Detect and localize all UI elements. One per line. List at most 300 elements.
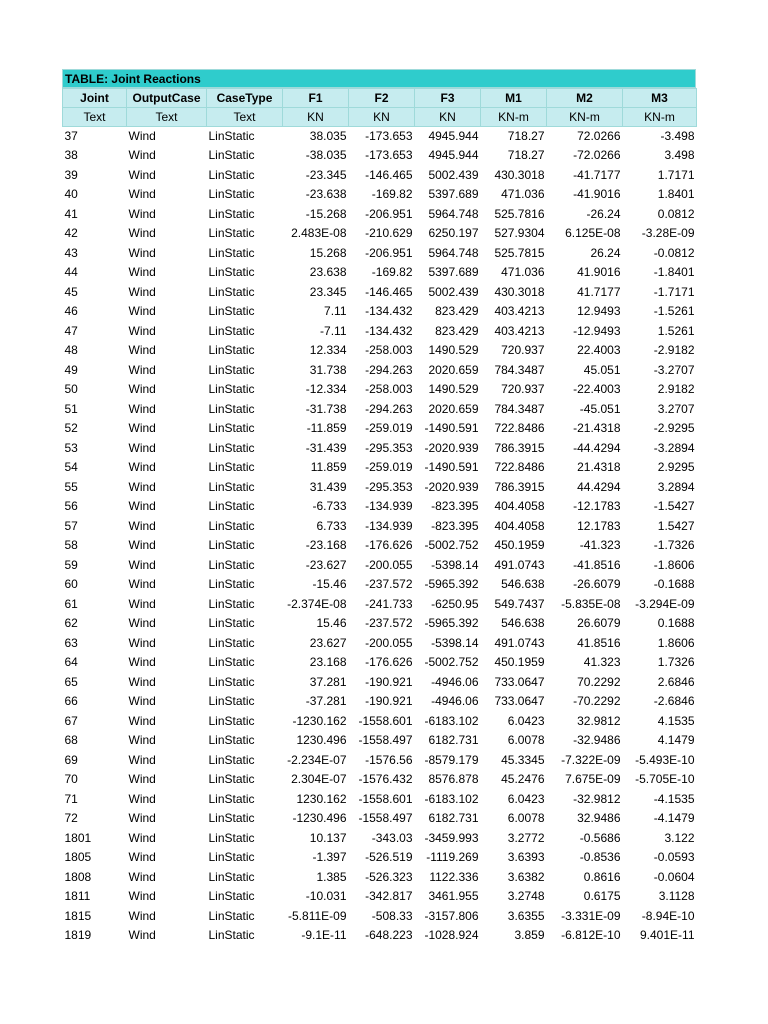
f3-cell: -6183.102 (424, 713, 479, 728)
output-case-cell: Wind (128, 479, 156, 494)
m1-cell: 722.8486 (494, 460, 545, 475)
joint-cell: 42 (64, 226, 78, 241)
m2-cell: -72.0266 (573, 148, 621, 163)
f1-cell: -11.859 (306, 421, 347, 436)
case-type-cell: LinStatic (208, 869, 255, 884)
m1-cell: 3.6355 (507, 908, 545, 923)
f2-cell: -176.626 (365, 655, 413, 670)
f1-cell: -31.439 (305, 440, 347, 455)
case-type-cell: LinStatic (208, 772, 255, 787)
table-row (63, 926, 697, 946)
table-row (63, 770, 697, 790)
output-case-cell: Wind (128, 616, 156, 631)
joint-cell: 59 (64, 557, 78, 572)
f2-cell: -200.055 (365, 635, 413, 650)
m1-cell: 3.6382 (507, 869, 545, 884)
f2-cell: -294.263 (365, 401, 413, 416)
output-case-cell: Wind (128, 577, 156, 592)
case-type-cell: LinStatic (208, 596, 255, 611)
m1-cell: 6.0423 (507, 713, 545, 728)
f3-cell: 823.429 (435, 323, 479, 338)
f3-cell: 5397.689 (428, 187, 479, 202)
joint-cell: 39 (64, 167, 78, 182)
case-type-cell: LinStatic (208, 265, 255, 280)
table-row (63, 263, 697, 283)
table-row (63, 673, 697, 693)
case-type-cell: LinStatic (208, 908, 255, 923)
m2-cell: -21.4318 (573, 421, 621, 436)
joint-cell: 41 (64, 206, 78, 221)
table-row (63, 302, 697, 322)
unit-m3: KN-m (623, 108, 697, 127)
f3-cell: -4946.06 (431, 674, 479, 689)
m2-cell: -26.6079 (573, 577, 621, 592)
m3-cell: -1.5427 (653, 499, 695, 514)
table-row (63, 517, 697, 537)
column-header-m1: M1 (481, 89, 547, 108)
table-row (63, 224, 697, 244)
joint-cell: 48 (64, 343, 78, 358)
m2-cell: 7.675E-09 (565, 772, 621, 787)
f1-cell: 2.483E-08 (291, 226, 347, 241)
f2-cell: -176.626 (365, 538, 413, 553)
m3-cell: -3.498 (660, 129, 695, 143)
f2-cell: -526.519 (365, 850, 413, 865)
f1-cell: -1230.162 (292, 713, 347, 728)
joint-cell: 55 (64, 479, 78, 494)
f1-cell: 7.11 (324, 304, 347, 319)
table-row (63, 497, 697, 517)
m2-cell: 41.7177 (577, 284, 621, 299)
column-header-joint: Joint (63, 89, 127, 108)
f1-cell: -1230.496 (292, 811, 347, 826)
m1-cell: 471.036 (501, 265, 545, 280)
f2-cell: -258.003 (365, 382, 413, 397)
m1-cell: 525.7815 (494, 245, 545, 260)
f3-cell: -6250.95 (431, 596, 479, 611)
m3-cell: 1.7171 (657, 167, 695, 182)
f2-cell: -295.353 (365, 479, 413, 494)
table-row (63, 614, 697, 634)
output-case-cell: Wind (128, 460, 156, 475)
f1-cell: 1230.162 (296, 791, 347, 806)
case-type-cell: LinStatic (208, 206, 255, 221)
f1-cell: -23.638 (305, 187, 347, 202)
output-case-cell: Wind (128, 362, 156, 377)
m3-cell: 3.1128 (658, 889, 695, 904)
m1-cell: 45.3345 (501, 752, 545, 767)
m2-cell: 32.9812 (577, 713, 621, 728)
joint-cell: 60 (64, 577, 78, 592)
m3-cell: -0.1688 (653, 577, 695, 592)
m3-cell: 0.1688 (657, 616, 695, 631)
column-header-casetype: CaseType (207, 89, 283, 108)
unit-casetype: Text (207, 108, 283, 127)
m1-cell: 404.4058 (494, 499, 545, 514)
joint-cell: 38 (64, 148, 78, 163)
case-type-cell: LinStatic (208, 245, 255, 260)
case-type-cell: LinStatic (208, 284, 255, 299)
f3-cell: -1490.591 (424, 460, 479, 475)
m1-cell: 786.3915 (494, 440, 545, 455)
table-row (63, 790, 697, 810)
joint-cell: 61 (64, 596, 78, 611)
m3-cell: -1.7326 (653, 538, 695, 553)
column-header-f3: F3 (415, 89, 481, 108)
m1-cell: 6.0078 (507, 733, 545, 748)
output-case-cell: Wind (128, 323, 156, 338)
f2-cell: -173.653 (365, 148, 413, 163)
m3-cell: 1.8401 (657, 187, 695, 202)
m1-cell: 784.3487 (494, 362, 545, 377)
m2-cell: 26.24 (590, 245, 621, 260)
table-row (63, 205, 697, 225)
output-case-cell: Wind (128, 304, 156, 319)
table-row (63, 341, 697, 361)
m2-cell: -0.5686 (579, 830, 621, 845)
f2-cell: -190.921 (365, 694, 413, 709)
m3-cell: 3.2707 (657, 401, 695, 416)
m1-cell: 3.2748 (507, 889, 545, 904)
output-case-cell: Wind (128, 421, 156, 436)
m3-cell: 4.1479 (657, 733, 695, 748)
joint-cell: 44 (64, 265, 78, 280)
m3-cell: 3.2894 (657, 479, 695, 494)
case-type-cell: LinStatic (208, 674, 255, 689)
joint-cell: 66 (64, 694, 78, 709)
f3-cell: -5965.392 (424, 616, 479, 631)
f1-cell: 11.859 (310, 460, 347, 475)
m2-cell: -6.812E-10 (561, 928, 621, 943)
m3-cell: 9.401E-11 (640, 928, 695, 943)
table-row (63, 283, 697, 303)
output-case-cell: Wind (128, 245, 156, 260)
f3-cell: 6182.731 (428, 811, 479, 826)
f2-cell: -190.921 (365, 674, 413, 689)
table-title: TABLE: Joint Reactions (62, 69, 696, 88)
m1-cell: 450.1959 (494, 655, 545, 670)
m3-cell: -3.294E-09 (635, 596, 695, 611)
f1-cell: -1.397 (312, 850, 347, 865)
table-row (63, 244, 697, 264)
column-header-f1: F1 (283, 89, 349, 108)
f3-cell: 4945.944 (428, 129, 479, 143)
joint-cell: 64 (64, 655, 78, 670)
f2-cell: -1576.432 (358, 772, 413, 787)
f2-cell: -343.03 (371, 830, 413, 845)
case-type-cell: LinStatic (208, 577, 255, 592)
output-case-cell: Wind (128, 889, 156, 904)
table-row (63, 536, 697, 556)
m1-cell: 3.6393 (507, 850, 545, 865)
m1-cell: 3.859 (514, 928, 545, 943)
m3-cell: -0.0812 (653, 245, 695, 260)
table-row (63, 575, 697, 595)
joint-cell: 62 (64, 616, 78, 631)
table-row (63, 868, 697, 888)
m2-cell: -41.9016 (573, 187, 621, 202)
unit-joint: Text (63, 108, 127, 127)
case-type-cell: LinStatic (208, 421, 255, 436)
m1-cell: 718.27 (507, 129, 545, 143)
f2-cell: -173.653 (365, 129, 413, 143)
joint-cell: 68 (64, 733, 78, 748)
m2-cell: -5.835E-08 (561, 596, 621, 611)
m1-cell: 720.937 (501, 382, 545, 397)
output-case-cell: Wind (128, 265, 156, 280)
joint-cell: 65 (64, 674, 78, 689)
output-case-cell: Wind (128, 129, 156, 143)
m1-cell: 546.638 (501, 577, 545, 592)
m2-cell: -45.051 (579, 401, 621, 416)
case-type-cell: LinStatic (208, 187, 255, 202)
f2-cell: -134.939 (365, 499, 413, 514)
f3-cell: -5002.752 (424, 655, 479, 670)
case-type-cell: LinStatic (208, 733, 255, 748)
f1-cell: -6.733 (312, 499, 347, 514)
f3-cell: -1490.591 (424, 421, 479, 436)
output-case-cell: Wind (128, 538, 156, 553)
joint-cell: 53 (64, 440, 78, 455)
m1-cell: 722.8486 (494, 421, 545, 436)
joint-reactions-sheet (62, 69, 696, 946)
case-type-cell: LinStatic (208, 343, 255, 358)
output-case-cell: Wind (128, 674, 156, 689)
f2-cell: -508.33 (371, 908, 413, 923)
m2-cell: 41.9016 (577, 265, 621, 280)
output-case-cell: Wind (128, 694, 156, 709)
table-header (63, 89, 697, 127)
table-row (63, 322, 697, 342)
case-type-cell: LinStatic (208, 479, 255, 494)
m3-cell: -1.7171 (653, 284, 695, 299)
f2-cell: -342.817 (365, 889, 413, 904)
table-row (63, 751, 697, 771)
output-case-cell: Wind (128, 752, 156, 767)
m2-cell: -32.9812 (573, 791, 621, 806)
joint-cell: 1815 (64, 908, 92, 923)
joint-cell: 1801 (64, 830, 92, 845)
f2-cell: -259.019 (365, 421, 413, 436)
m1-cell: 450.1959 (494, 538, 545, 553)
case-type-cell: LinStatic (208, 811, 255, 826)
f1-cell: 6.733 (316, 518, 347, 533)
f1-cell: 12.334 (309, 343, 347, 358)
f1-cell: 15.268 (309, 245, 347, 260)
m1-cell: 403.4213 (494, 323, 545, 338)
output-case-cell: Wind (128, 850, 156, 865)
case-type-cell: LinStatic (208, 830, 255, 845)
f1-cell: -31.738 (305, 401, 347, 416)
f3-cell: -5398.14 (431, 635, 479, 650)
f2-cell: -295.353 (365, 440, 413, 455)
f2-cell: -294.263 (365, 362, 413, 377)
m2-cell: 0.8616 (583, 869, 621, 884)
case-type-cell: LinStatic (208, 167, 255, 182)
joint-cell: 1805 (64, 850, 92, 865)
f2-cell: -134.432 (365, 304, 413, 319)
f3-cell: -8579.179 (424, 752, 479, 767)
m2-cell: -22.4003 (573, 382, 621, 397)
f1-cell: 23.345 (309, 284, 347, 299)
m3-cell: 2.6846 (657, 674, 695, 689)
f1-cell: -15.268 (305, 206, 347, 221)
f1-cell: -23.627 (305, 557, 347, 572)
output-case-cell: Wind (128, 206, 156, 221)
unit-f3: KN (415, 108, 481, 127)
table-row (63, 907, 697, 927)
f3-cell: 8576.878 (428, 772, 479, 787)
case-type-cell: LinStatic (208, 382, 255, 397)
f1-cell: -2.234E-07 (287, 752, 347, 767)
m2-cell: -41.7177 (573, 167, 621, 182)
f1-cell: 23.168 (309, 655, 347, 670)
table-row (63, 361, 697, 381)
units-row (63, 108, 697, 127)
output-case-cell: Wind (128, 596, 156, 611)
table-row (63, 809, 697, 829)
output-case-cell: Wind (128, 557, 156, 572)
f2-cell: -237.572 (365, 577, 413, 592)
unit-m2: KN-m (547, 108, 623, 127)
unit-f2: KN (349, 108, 415, 127)
m3-cell: 4.1535 (657, 713, 695, 728)
output-case-cell: Wind (128, 518, 156, 533)
f3-cell: 5964.748 (428, 206, 479, 221)
f3-cell: 5002.439 (428, 167, 479, 182)
table-row (63, 146, 697, 166)
f2-cell: -648.223 (365, 928, 413, 943)
f3-cell: -1028.924 (424, 928, 479, 943)
f2-cell: -1558.497 (358, 811, 413, 826)
f1-cell: 2.304E-07 (291, 772, 347, 787)
f2-cell: -1576.56 (365, 752, 413, 767)
output-case-cell: Wind (128, 226, 156, 241)
table-row (63, 712, 697, 732)
case-type-cell: LinStatic (208, 323, 255, 338)
f3-cell: 1490.529 (428, 382, 479, 397)
f2-cell: -200.055 (365, 557, 413, 572)
m3-cell: -0.0593 (653, 850, 695, 865)
m3-cell: -0.0604 (653, 869, 695, 884)
m3-cell: -4.1479 (653, 811, 695, 826)
f1-cell: -23.345 (305, 167, 347, 182)
m3-cell: -4.1535 (653, 791, 695, 806)
output-case-cell: Wind (128, 772, 156, 787)
f3-cell: -5965.392 (424, 577, 479, 592)
f1-cell: 31.439 (309, 479, 347, 494)
output-case-cell: Wind (128, 869, 156, 884)
table-row (63, 595, 697, 615)
m3-cell: 3.498 (664, 148, 695, 163)
f1-cell: -2.374E-08 (287, 596, 347, 611)
f1-cell: 1.385 (316, 869, 347, 884)
joint-cell: 37 (64, 129, 78, 143)
output-case-cell: Wind (128, 811, 156, 826)
m1-cell: 546.638 (501, 616, 545, 631)
column-header-row (63, 89, 697, 108)
f2-cell: -169.82 (371, 265, 413, 280)
joint-cell: 72 (64, 811, 78, 826)
m3-cell: -3.28E-09 (641, 226, 695, 241)
output-case-cell: Wind (128, 791, 156, 806)
f2-cell: -146.465 (365, 167, 413, 182)
m2-cell: 6.125E-08 (565, 226, 621, 241)
column-header-m3: M3 (623, 89, 697, 108)
m1-cell: 491.0743 (494, 557, 545, 572)
joint-cell: 71 (64, 791, 78, 806)
m2-cell: 12.1783 (577, 518, 621, 533)
output-case-cell: Wind (128, 635, 156, 650)
unit-f1: KN (283, 108, 349, 127)
m1-cell: 430.3018 (494, 167, 545, 182)
case-type-cell: LinStatic (208, 616, 255, 631)
joint-cell: 52 (64, 421, 78, 436)
joint-cell: 46 (64, 304, 78, 319)
joint-cell: 47 (64, 323, 78, 338)
case-type-cell: LinStatic (208, 850, 255, 865)
table-row (63, 439, 697, 459)
joint-cell: 67 (64, 713, 78, 728)
m2-cell: -41.323 (579, 538, 621, 553)
f3-cell: -6183.102 (424, 791, 479, 806)
m3-cell: -1.8401 (653, 265, 695, 280)
case-type-cell: LinStatic (208, 538, 255, 553)
table-row (63, 692, 697, 712)
f3-cell: 5002.439 (428, 284, 479, 299)
f3-cell: -1119.269 (426, 850, 479, 865)
table-row (63, 458, 697, 478)
case-type-cell: LinStatic (208, 791, 255, 806)
table-row (63, 419, 697, 439)
case-type-cell: LinStatic (208, 460, 255, 475)
m2-cell: 44.4294 (577, 479, 621, 494)
table-row (63, 166, 697, 186)
m2-cell: -12.9493 (573, 323, 621, 338)
f1-cell: 1230.496 (296, 733, 347, 748)
table-row (63, 829, 697, 849)
f1-cell: 38.035 (309, 129, 347, 143)
m3-cell: 0.0812 (657, 206, 695, 221)
output-case-cell: Wind (128, 733, 156, 748)
m1-cell: 471.036 (501, 187, 545, 202)
table-row (63, 731, 697, 751)
m2-cell: -32.9486 (573, 733, 621, 748)
f3-cell: -4946.06 (431, 694, 479, 709)
f2-cell: -241.733 (365, 596, 413, 611)
output-case-cell: Wind (128, 343, 156, 358)
case-type-cell: LinStatic (208, 557, 255, 572)
case-type-cell: LinStatic (208, 362, 255, 377)
output-case-cell: Wind (128, 187, 156, 202)
m3-cell: 2.9182 (657, 382, 695, 397)
joint-cell: 43 (64, 245, 78, 260)
case-type-cell: LinStatic (208, 694, 255, 709)
joint-cell: 63 (64, 635, 78, 650)
m3-cell: -8.94E-10 (641, 908, 695, 923)
f3-cell: -5398.14 (431, 557, 479, 572)
output-case-cell: Wind (128, 382, 156, 397)
f3-cell: -823.395 (431, 518, 479, 533)
output-case-cell: Wind (128, 655, 156, 670)
output-case-cell: Wind (128, 713, 156, 728)
case-type-cell: LinStatic (208, 401, 255, 416)
f2-cell: -134.939 (365, 518, 413, 533)
f3-cell: 823.429 (435, 304, 479, 319)
case-type-cell: LinStatic (208, 635, 255, 650)
table-row (63, 556, 697, 576)
m2-cell: 72.0266 (577, 129, 621, 143)
